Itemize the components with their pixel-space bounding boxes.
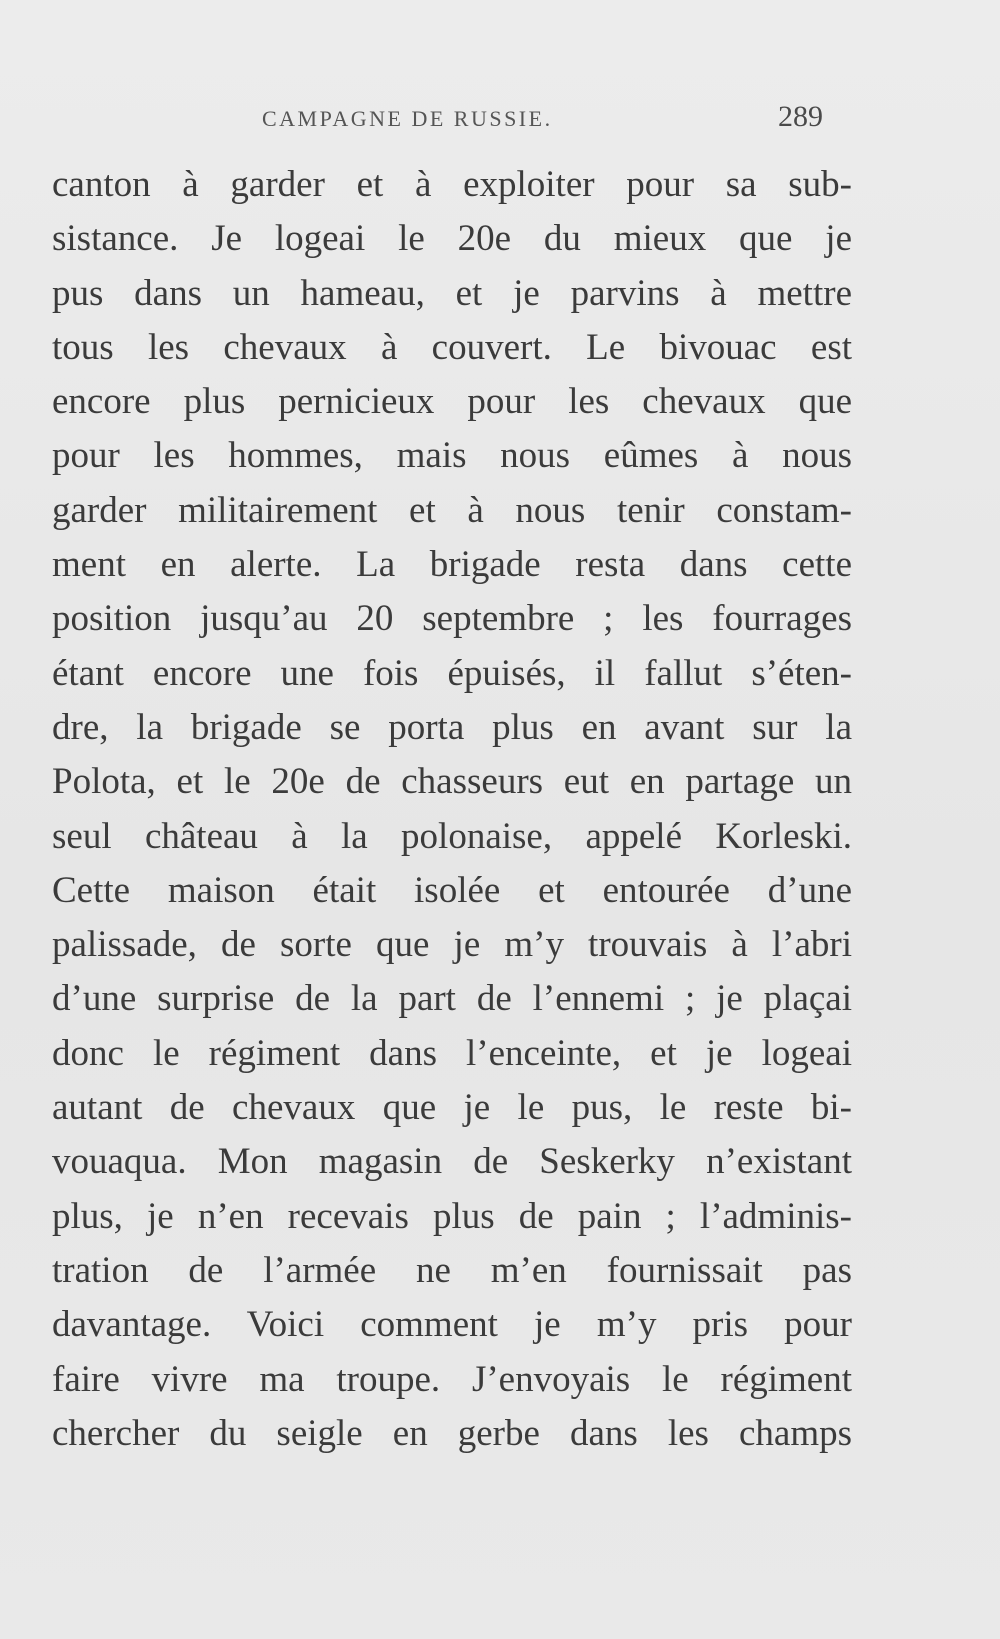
text-line: encore plus pernicieux pour les chevaux que — [52, 381, 852, 423]
text-line: position jusqu’au 20 septembre ; les fourrages — [52, 598, 852, 640]
text-line: davantage. Voici comment je m’y pris pour — [52, 1304, 852, 1346]
text-line: Cette maison était isolée et entourée d’une — [52, 869, 852, 911]
running-title: CAMPAGNE DE RUSSIE. — [262, 106, 553, 131]
text-line: tous les chevaux à couvert. Le bivouac est — [52, 326, 852, 368]
text-line: d’une surprise de la part de l’ennemi ; je plaçai — [52, 978, 852, 1020]
text-line: étant encore une fois épuisés, il fallut s’éten- — [52, 652, 852, 694]
page-number: 289 — [778, 100, 823, 133]
text-line: Polota, et le 20e de chasseurs eut en partage un — [52, 761, 852, 803]
text-line: palissade, de sorte que je m’y trouvais à l’abri — [52, 924, 852, 966]
text-line: pus dans un hameau, et je parvins à mettre — [52, 272, 852, 314]
text-line: garder militairement et à nous tenir constam- — [52, 489, 852, 531]
text-line: seul château à la polonaise, appelé Korleski. — [52, 815, 852, 857]
text-line: autant de chevaux que je le pus, le reste bi- — [52, 1087, 852, 1129]
text-line: canton à garder et à exploiter pour sa sub- — [52, 164, 852, 205]
text-line: chercher du seigle en gerbe dans les champs — [52, 1412, 852, 1454]
text-line: ment en alerte. La brigade resta dans cette — [52, 544, 852, 586]
text-line: donc le régiment dans l’enceinte, et je logeai — [52, 1032, 852, 1074]
body-text — [52, 158, 852, 1461]
page-header — [0, 100, 1000, 146]
text-line: sistance. Je logeai le 20e du mieux que je — [52, 218, 852, 260]
text-line: dre, la brigade se porta plus en avant sur la — [52, 706, 852, 748]
text-line: faire vivre ma troupe. J’envoyais le régiment — [52, 1358, 852, 1400]
text-line: pour les hommes, mais nous eûmes à nous — [52, 435, 852, 477]
text-line: vouaqua. Mon magasin de Seskerky n’existant — [52, 1141, 852, 1183]
text-line: plus, je n’en recevais plus de pain ; l’adminis- — [52, 1195, 852, 1237]
text-line: tration de l’armée ne m’en fournissait pas — [52, 1249, 852, 1291]
